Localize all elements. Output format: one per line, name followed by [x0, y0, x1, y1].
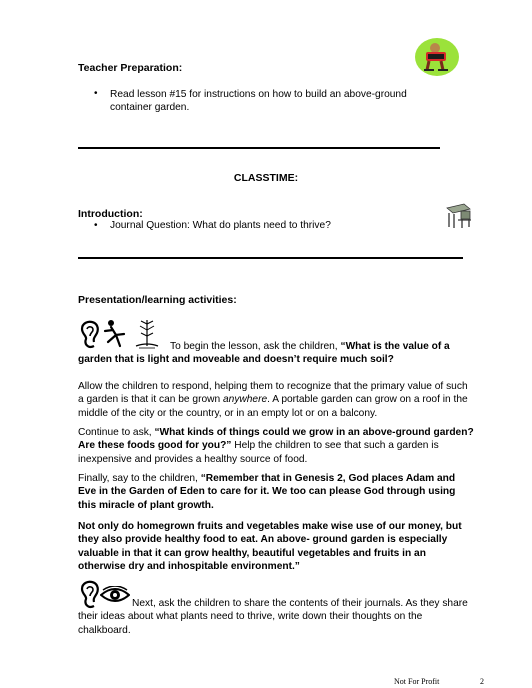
p2-line1: Allow the children to respond, helping them to recognize that the primary value of such: [78, 381, 468, 392]
journal-question: Journal Question: What do plants need to thrive?: [110, 220, 331, 231]
teacher-prep-line2: container garden.: [110, 102, 190, 114]
p4-line1a: Finally, say to the children,: [78, 473, 201, 484]
paragraph-2: [78, 380, 498, 420]
p3-line3: inexpensive and provides a healthy source of food.: [78, 453, 308, 465]
paragraph-1: [78, 340, 508, 367]
p6-line1: Next, ask the children to share the contents of their journals. As they share: [132, 598, 468, 609]
divider-2: [78, 257, 463, 259]
p2-line3: middle of the city or the country, or in an empty lot or on a balcony.: [78, 407, 378, 419]
paragraph-3: [78, 426, 498, 466]
p6-line3: chalkboard.: [78, 624, 131, 636]
p5-line2: they also provide healthy food to eat. An above- ground garden is especially: [78, 534, 448, 546]
paragraph-4: [78, 472, 498, 512]
divider-1: [78, 147, 440, 149]
p4-line1b: “Remember that in Genesis 2, God places Adam and: [200, 473, 456, 484]
paragraph-6: [78, 597, 508, 637]
p2-line2c: . A portable garden can grow on a roof in the: [267, 394, 468, 406]
p1-intro: To begin the lesson, ask the children,: [170, 341, 341, 352]
teacher-prep-line1: Read lesson #15 for instructions on how to build an above-ground: [110, 89, 407, 100]
footer-text: Not For Profit: [394, 677, 440, 686]
p5-line1: Not only do homegrown fruits and vegetables make wise use of our money, but: [78, 521, 462, 532]
presentation-heading: Presentation/learning activities:: [78, 294, 237, 306]
p3-line1b: “What kinds of things could we grow in an above-ground garden?: [154, 427, 474, 438]
p3-line1a: Continue to ask,: [78, 427, 155, 438]
p6-line2: their ideas about what plants need to thrive, write down their thoughts on the: [78, 611, 423, 623]
bullet: •: [94, 88, 98, 99]
teacher-prep-bullet-text: [110, 88, 407, 114]
p1-question-start: “What is the value of a: [340, 341, 450, 352]
school-desk-icon: [444, 200, 474, 230]
p1-question-end: garden that is light and moveable and doesn’t require much soil?: [78, 354, 394, 366]
p2-line2a: a garden is that it can be grown: [78, 394, 223, 406]
paragraph-5: [78, 520, 498, 573]
page-number: 2: [480, 677, 484, 686]
reading-person-icon: [413, 37, 461, 77]
p5-line3: valuable in that it can grow healthy, beautiful vegetables and fruits in an: [78, 547, 426, 559]
p2-emphasis: anywhere: [222, 394, 268, 406]
teacher-prep-heading: Teacher Preparation:: [78, 62, 183, 74]
classtime-heading: CLASSTIME:: [233, 172, 299, 184]
p4-line2: Eve in the Garden of Eden to care for it. We too can please God through using: [78, 486, 456, 498]
introduction-heading: Introduction:: [78, 208, 143, 220]
bullet: •: [94, 220, 98, 231]
p3-line2a: Are these foods good for you?”: [78, 440, 232, 452]
p5-line4: otherwise dry and inhospitable environment.”: [78, 560, 300, 572]
p3-line2b: Help the children to see that such a garden is: [231, 440, 439, 452]
p4-line3: this miracle of plant growth.: [78, 499, 214, 511]
